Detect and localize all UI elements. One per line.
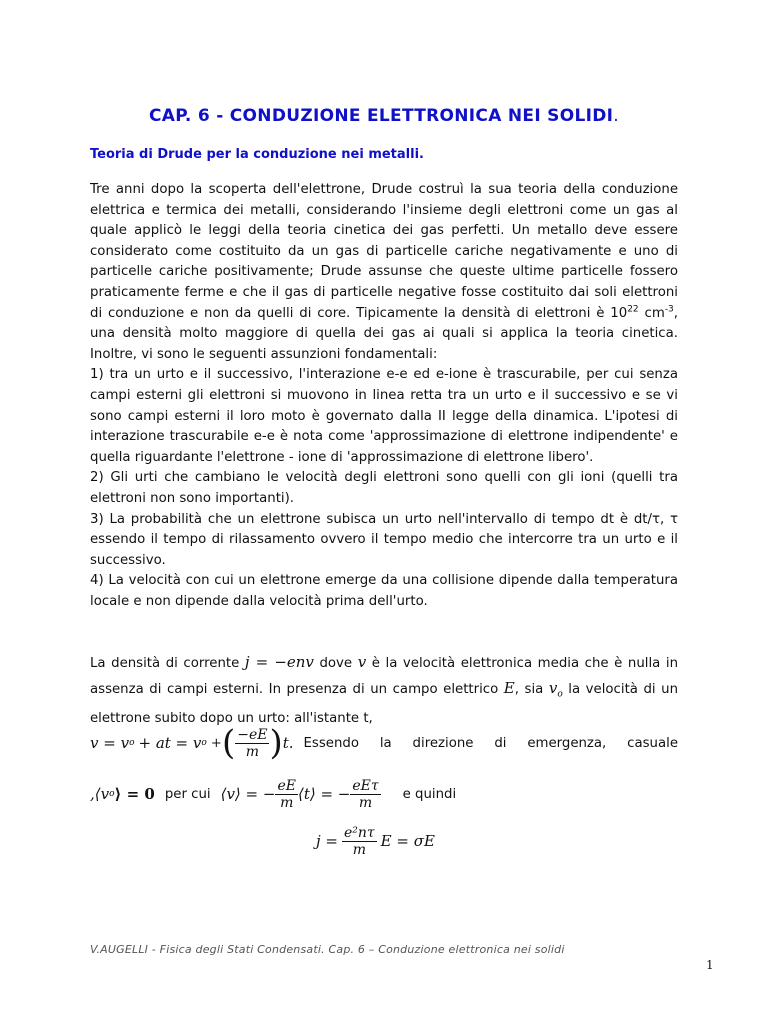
eq2-per-cui: per cui [164, 786, 211, 802]
eq3-j: j = [316, 832, 338, 850]
current-text-d: , sia [514, 682, 544, 697]
eq2-fraction-2: $\frac{\text{eEτ}}{m}$ [352, 777, 379, 811]
eq2-zero: ⟩ = 0 [114, 785, 155, 803]
equation-current-row [316, 818, 516, 864]
paragraph-intro-text-b: cm [638, 305, 665, 321]
current-text-a: La densità di corrente [90, 656, 240, 671]
equation-velocity-row: v = v o + at = v o + ( $\frac{-eE}{m}$ ) t. Essendo la direzione di emergenza, casuale [90, 723, 678, 763]
assumption-3: 3) La probabilità che un elettrone subisca un urto nell'intervallo di tempo dt è dt/τ, τ essendo il tempo di rilassamento ovvero il tempo medio che intercorre tra un urto e il successivo. [90, 511, 678, 568]
equation-average-row: ,⟨v o ⟩ = 0 per cui ⟨v⟩ = − $\frac{eE}{m}$ ⟨t⟩ = − $\frac{\text{eEτ}}{m}$ e quindi [90, 777, 457, 811]
field-symbol: E [503, 679, 515, 697]
velocity-symbol: v [357, 653, 367, 671]
assumption-4: 4) La velocità con cui un elettrone emerge da una collisione dipende dalla temperatura locale e non dipende dalla velocità prima dell'urto. [90, 573, 678, 609]
eq1-middle: + at = v [138, 734, 202, 752]
paragraph-intro-text-a: Tre anni dopo la scoperta dell'elettrone, Drude costruì la sua teoria della conduzione elettrica e termica dei metalli, considerando l'insieme degli elettroni come un gas al quale applicò le leggi della teoria cinetica dei gas perfetti. Un metallo deve essere considerato come costituito da un gas di particelle cariche negativamente e uno di particelle cariche positivamente; Drude assunse che queste ultime particelle fossero praticamente ferme e che il gas di particelle negative fosse costituito dai soli elettroni di conduzione e non da quelli di core. Tipicamente la densità di elettroni è 10 [90, 182, 678, 321]
eq1-lhs: v = v [90, 734, 130, 752]
eq1-fraction: $\frac{-eE}{m}$ [237, 726, 268, 760]
page-footer: V.AUGELLI - Fisica degli Stati Condensati. Cap. 6 – Conduzione elettronica nei solidi [90, 943, 565, 956]
current-equation: j = −env [244, 653, 314, 671]
eq3-rest: E = σE [380, 832, 435, 850]
eq1-t: t. [282, 734, 294, 752]
chapter-title [0, 106, 768, 126]
current-text-e: la velocità di un elettrone subito dopo un urto: all'istante t, [90, 682, 678, 726]
current-text-b: dove [319, 656, 353, 671]
section-subtitle: Teoria di Drude per la conduzione nei metalli. [90, 147, 424, 162]
current-text-c: è la velocità elettronica media che è nulla in assenza di campi esterni. In presenza di un campo elettrico [90, 656, 678, 697]
page-number: 1 [706, 958, 714, 972]
velocity-zero-symbol: v [548, 679, 558, 697]
eq2-avg-v0: ,⟨v [90, 785, 110, 803]
exponent-22: 22 [627, 304, 639, 315]
eq2-e-quindi: e quindi [402, 786, 457, 802]
eq3-fraction: $\frac{\text{e²nτ}}{m}$ [344, 824, 375, 858]
chapter-title-text: CAP. 6 - CONDUZIONE ELETTRONICA NEI SOLIDI [149, 106, 614, 126]
paragraph-intro [90, 180, 678, 365]
exponent-minus3: -3 [664, 304, 674, 315]
paragraph-intro-text-c: , una densità molto maggiore di quella dei gas ai quali si applica la teoria cinetica. Inoltre, vi sono le seguenti assunzioni fondamentali: [90, 305, 678, 362]
eq2-fraction-1: $\frac{eE}{m}$ [277, 777, 296, 811]
eq2-avg-t: ⟨t⟩ = − [297, 785, 351, 803]
chapter-title-dot: . [613, 106, 619, 126]
eq2-avg-v: ⟨v⟩ = − [220, 785, 276, 803]
velocity-zero-subscript: o [557, 689, 563, 700]
assumption-2: 2) Gli urti che cambiano le velocità degli elettroni sono quelli con gli ioni (quelli tra elettroni non sono importanti). [90, 470, 678, 506]
body-text [90, 180, 678, 612]
assumption-1: 1) tra un urto e il successivo, l'interazione e-e ed e-ione è trascurabile, per cui senza campi esterni gli elettroni si muovono in linea retta tra un urto e il successivo e se vi sono campi esterni il loro moto è governato dalla II legge della dinamica. L'ipotesi di interazione trascurabile e-e è nota come 'approssimazione di elettrone indipendente' e quella riguardante l'elettrone - ione di 'approssimazione di elettrone libero'. [90, 367, 678, 465]
eq1-text: Essendo la direzione di emergenza, casuale [303, 735, 678, 751]
